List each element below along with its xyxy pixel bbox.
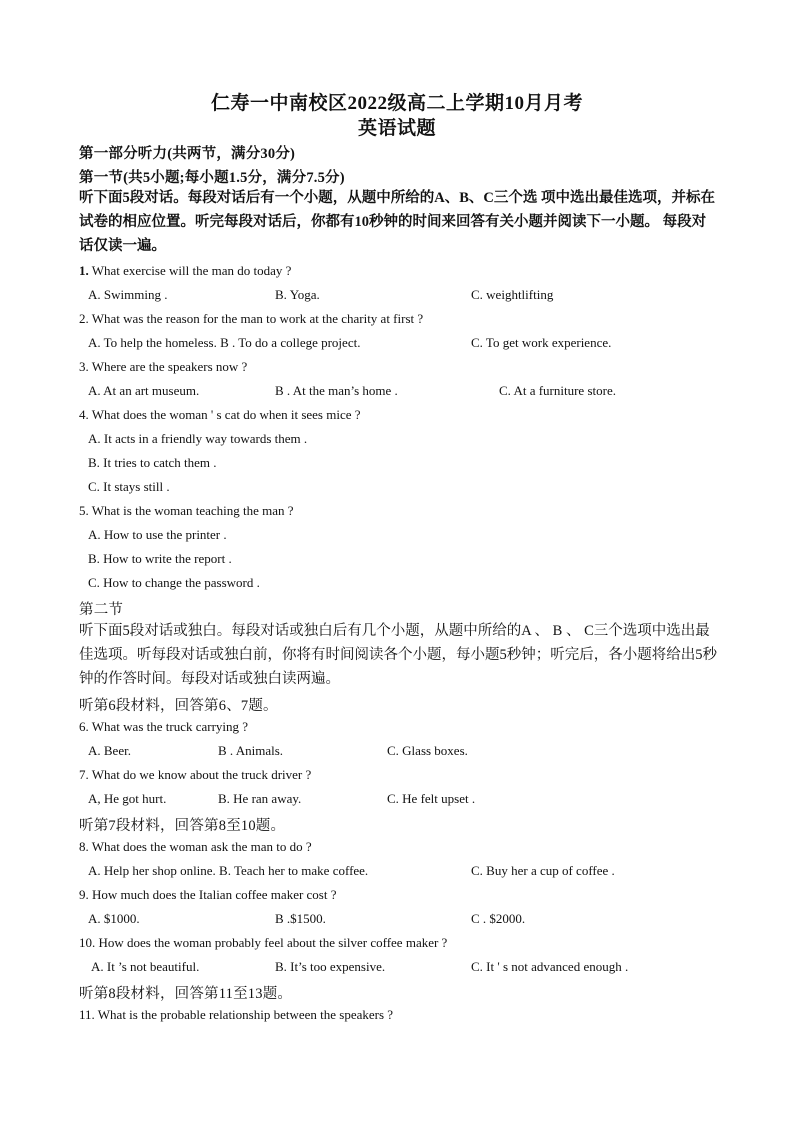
q8-option-c: C. Buy her a cup of coffee . (471, 863, 615, 878)
q10-option-a: A. It ’s not beautiful. (91, 959, 200, 974)
q10-option-c: C. It ' s not advanced enough . (471, 959, 629, 974)
q9-option-b: B .$1500. (275, 911, 326, 926)
q4-option-a: A. It acts in a friendly way towards them . (88, 431, 308, 446)
exam-subtitle: 英语试题 (357, 118, 436, 139)
question-7: 7. What do we know about the truck driver ? (79, 767, 312, 782)
exam-title: 仁寿一中南校区2022级高二上学期10月月考 (210, 93, 583, 114)
q3-option-b: B . At the man’s home . (275, 383, 398, 398)
q6-option-b: B . Animals. (218, 743, 284, 758)
q6-option-a: A. Beer. (88, 743, 131, 758)
section2-instructions: 听下面5段对话或独白。每段对话或独白后有几个小题，从题中所给的A 、 B 、 C三个选项中选出最佳选项。听每段对话或独白前，你将有时间阅读各个小题，每小题5秒钟；听完后，各小题将给出5秒钟的作答时间。每段对话或独白读两遍。 (79, 623, 717, 687)
question-number: 1. (79, 263, 89, 278)
question-4: 4. What does the woman ' s cat do when it sees mice ? (79, 407, 361, 422)
question-5: 5. What is the woman teaching the man ? (79, 503, 294, 518)
question-1 (79, 263, 291, 279)
q9-option-c: C . $2000. (471, 911, 526, 926)
question-11: 11. What is the probable relationship between the speakers ? (79, 1007, 394, 1022)
question-3: 3. Where are the speakers now ? (79, 359, 248, 374)
section1-instructions: 听下面5段对话。每段对话后有一个小题，从题中所给的A、B、C三个选 项中选出最佳选项，并标在试卷的相应位置。听完每段对话后，你都有10秒钟的时间来回答有关小题并阅读下一小题。 每段对话仅读一遍。 (79, 190, 715, 254)
question-6: 6. What was the truck carrying ? (79, 719, 249, 734)
q5-option-a: A. How to use the printer . (88, 527, 227, 542)
q4-option-c: C. It stays still . (88, 479, 170, 494)
q5-option-c: C. How to change the password . (88, 575, 260, 590)
q7-option-a: A, He got hurt. (88, 791, 167, 806)
section2-heading: 第二节 (79, 602, 124, 618)
q1-option-c: C. weightlifting (471, 287, 554, 302)
q2-option-ab: A. To help the homeless. B . To do a college project. (88, 335, 361, 350)
q3-option-a: A. At an art museum. (88, 383, 200, 398)
question-10: 10. How does the woman probably feel about the silver coffee maker ? (79, 935, 448, 950)
question-9: 9. How much does the Italian coffee maker cost ? (79, 887, 337, 902)
q6-option-c: C. Glass boxes. (387, 743, 468, 758)
q9-option-a: A. $1000. (88, 911, 140, 926)
q1-option-b: B. Yoga. (275, 287, 320, 302)
material-8-heading: 听第8段材料，回答第11至13题。 (79, 986, 293, 1002)
question-text: What exercise will the man do today ? (88, 263, 292, 278)
q8-option-ab: A. Help her shop online. B. Teach her to make coffee. (88, 863, 369, 878)
q3-option-c: C. At a furniture store. (499, 383, 616, 398)
q2-option-c: C. To get work experience. (471, 335, 612, 350)
material-6-heading: 听第6段材料，回答第6、7题。 (79, 698, 278, 714)
q1-option-a: A. Swimming . (88, 287, 168, 302)
q10-option-b: B. It’s too expensive. (275, 959, 386, 974)
section1-heading: 第一节(共5小题;每小题1.5分，满分7.5分) (79, 170, 345, 186)
material-7-heading: 听第7段材料，回答第8至10题。 (79, 818, 286, 834)
q5-option-b: B. How to write the report . (88, 551, 232, 566)
q7-option-b: B. He ran away. (218, 791, 302, 806)
question-2: 2. What was the reason for the man to work at the charity at first ? (79, 311, 424, 326)
part1-heading: 第一部分听力(共两节，满分30分) (79, 146, 296, 162)
q7-option-c: C. He felt upset . (387, 791, 476, 806)
question-8: 8. What does the woman ask the man to do ? (79, 839, 312, 854)
q4-option-b: B. It tries to catch them . (88, 455, 217, 470)
